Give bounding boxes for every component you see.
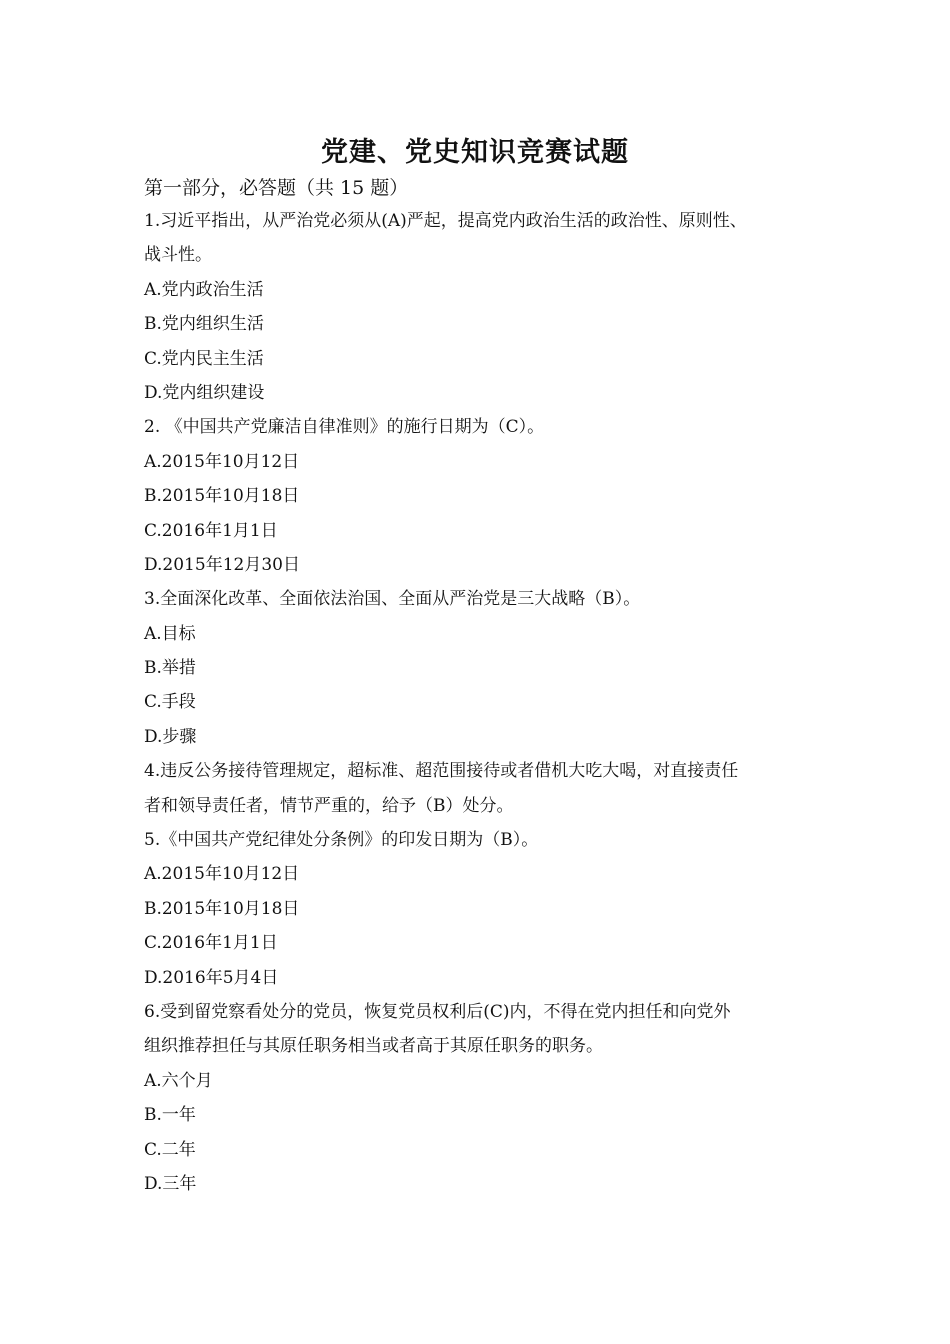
answer-option: D.步骤 — [144, 726, 197, 747]
question-text: 战斗性。 — [144, 245, 212, 266]
answer-option: B.一年 — [144, 1105, 196, 1126]
answer-option: C.手段 — [144, 692, 196, 713]
answer-option: B.2015年10月18日 — [144, 898, 300, 919]
question-text: 4.违反公务接待管理规定，超标准、超范围接待或者借机大吃大喝，对直接责任 — [144, 761, 739, 782]
question-text: 组织推荐担任与其原任职务相当或者高于其原任职务的职务。 — [144, 1036, 603, 1057]
question-text: 5.《中国共产党纪律处分条例》的印发日期为（B）。 — [144, 830, 539, 851]
question-text: 2. 《中国共产党廉洁自律准则》的施行日期为（C）。 — [144, 417, 545, 438]
question-list — [144, 204, 814, 1201]
section-heading: 第一部分，必答题（共 15 题） — [144, 177, 409, 199]
answer-option: A.党内政治生活 — [144, 279, 264, 300]
answer-option: A.2015年10月12日 — [144, 864, 300, 885]
answer-option: A.六个月 — [144, 1070, 213, 1091]
answer-option: B.党内组织生活 — [144, 314, 264, 335]
answer-option: D.2016年5月4日 — [144, 967, 279, 988]
answer-option: C.二年 — [144, 1139, 196, 1160]
question-text: 3.全面深化改革、全面依法治国、全面从严治党是三大战略（B）。 — [144, 589, 641, 610]
answer-option: C.2016年1月1日 — [144, 520, 278, 541]
answer-option: A.2015年10月12日 — [144, 451, 300, 472]
question-text: 者和领导责任者，情节严重的，给予（B）处分。 — [144, 795, 514, 816]
question-text: 1.习近平指出，从严治党必须从(A)严起，提高党内政治生活的政治性、原则性、 — [144, 211, 747, 231]
answer-option: C.2016年1月1日 — [144, 933, 278, 954]
answer-option: D.2015年12月30日 — [144, 554, 300, 575]
answer-option: B.2015年10月18日 — [144, 486, 300, 507]
answer-option: D.三年 — [144, 1173, 197, 1194]
answer-option: A.目标 — [144, 623, 196, 644]
answer-option: B.举措 — [144, 658, 196, 679]
answer-option: D.党内组织建设 — [144, 382, 265, 403]
question-text: 6.受到留党察看处分的党员，恢复党员权利后(C)内，不得在党内担任和向党外 — [144, 1001, 731, 1022]
document-title: 党建、党史知识竞赛试题 — [321, 137, 629, 168]
answer-option: C.党内民主生活 — [144, 348, 264, 369]
